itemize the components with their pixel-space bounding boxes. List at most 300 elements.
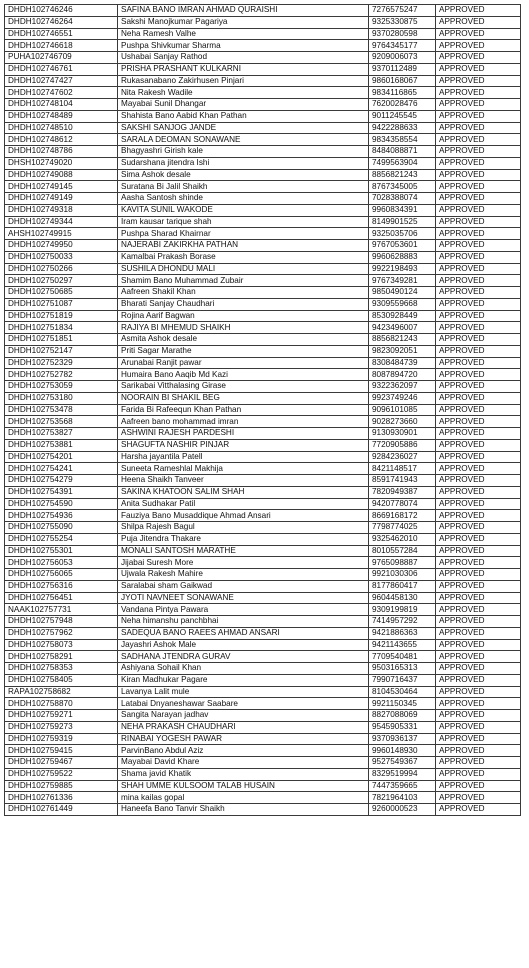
table-row	[5, 698, 521, 710]
status-cell: APPROVED	[436, 627, 521, 639]
mobile-number-cell: 7620028476	[369, 99, 436, 111]
table-row	[5, 345, 521, 357]
beneficiary-name-cell: Sangita Narayan jadhav	[118, 710, 369, 722]
beneficiary-name-cell: Jijabai Suresh More	[118, 557, 369, 569]
beneficiary-name-cell: Shamim Bano Muhammad Zubair	[118, 275, 369, 287]
status-cell: APPROVED	[436, 193, 521, 205]
application-id-cell: RAPA102758682	[5, 686, 118, 698]
table-row	[5, 522, 521, 534]
table-row	[5, 757, 521, 769]
status-cell: APPROVED	[436, 75, 521, 87]
beneficiary-name-cell: ASHWINI RAJESH PARDESHI	[118, 428, 369, 440]
table-body	[5, 5, 521, 816]
mobile-number-cell: 7720905886	[369, 439, 436, 451]
table-row	[5, 40, 521, 52]
application-id-cell: DHDH102753827	[5, 428, 118, 440]
status-cell: APPROVED	[436, 110, 521, 122]
application-id-cell: DHDH102757962	[5, 627, 118, 639]
status-cell: APPROVED	[436, 169, 521, 181]
table-row	[5, 28, 521, 40]
table-row	[5, 792, 521, 804]
status-cell: APPROVED	[436, 604, 521, 616]
beneficiary-table	[4, 4, 521, 816]
application-id-cell: DHDH102754279	[5, 475, 118, 487]
beneficiary-name-cell: Shilpa Rajesh Bagul	[118, 522, 369, 534]
mobile-number-cell: 8149901525	[369, 216, 436, 228]
beneficiary-name-cell: Kiran Madhukar Pagare	[118, 674, 369, 686]
beneficiary-name-cell: RINABAI YOGESH PAWAR	[118, 733, 369, 745]
status-cell: APPROVED	[436, 87, 521, 99]
application-id-cell: DHDH102755301	[5, 545, 118, 557]
application-id-cell: DHDH102758870	[5, 698, 118, 710]
status-cell: APPROVED	[436, 204, 521, 216]
beneficiary-name-cell: Lavanya Lalit mule	[118, 686, 369, 698]
application-id-cell: DHDH102756065	[5, 569, 118, 581]
beneficiary-name-cell: SADHANA JTENDRA GURAV	[118, 651, 369, 663]
beneficiary-name-cell: Sakshi Manojkumar Pagariya	[118, 16, 369, 28]
beneficiary-name-cell: Vandana Pintya Pawara	[118, 604, 369, 616]
table-row	[5, 110, 521, 122]
mobile-number-cell: 9325462010	[369, 533, 436, 545]
mobile-number-cell: 9604458130	[369, 592, 436, 604]
application-id-cell: DHDH102753881	[5, 439, 118, 451]
table-row	[5, 674, 521, 686]
application-id-cell: PUHA102746709	[5, 52, 118, 64]
mobile-number-cell: 8484088871	[369, 146, 436, 158]
application-id-cell: DHDH102759319	[5, 733, 118, 745]
table-row	[5, 169, 521, 181]
mobile-number-cell: 9960834391	[369, 204, 436, 216]
mobile-number-cell: 9421143655	[369, 639, 436, 651]
application-id-cell: DHDH102758353	[5, 663, 118, 675]
table-row	[5, 146, 521, 158]
table-row	[5, 463, 521, 475]
beneficiary-name-cell: SHAGUFTA NASHIR PINJAR	[118, 439, 369, 451]
status-cell: APPROVED	[436, 251, 521, 263]
application-id-cell: DHDH102747602	[5, 87, 118, 99]
status-cell: APPROVED	[436, 569, 521, 581]
status-cell: APPROVED	[436, 486, 521, 498]
mobile-number-cell: 9834358554	[369, 134, 436, 146]
application-id-cell: DHDH102756053	[5, 557, 118, 569]
beneficiary-name-cell: Aasha Santosh shinde	[118, 193, 369, 205]
beneficiary-name-cell: Neha Ramesh Valhe	[118, 28, 369, 40]
application-id-cell: DHDH102754201	[5, 451, 118, 463]
mobile-number-cell: 8591741943	[369, 475, 436, 487]
status-cell: APPROVED	[436, 663, 521, 675]
application-id-cell: DHDH102753180	[5, 392, 118, 404]
application-id-cell: DHDH102749145	[5, 181, 118, 193]
mobile-number-cell: 9923749246	[369, 392, 436, 404]
beneficiary-name-cell: Shama javid Khatik	[118, 768, 369, 780]
status-cell: APPROVED	[436, 651, 521, 663]
status-cell: APPROVED	[436, 698, 521, 710]
beneficiary-name-cell: SAKSHI SANJOG JANDE	[118, 122, 369, 134]
beneficiary-name-cell: Aafreen Shakil Khan	[118, 287, 369, 299]
mobile-number-cell: 9545905331	[369, 721, 436, 733]
beneficiary-name-cell: Asmita Ashok desale	[118, 334, 369, 346]
beneficiary-name-cell: Jayashri Ashok Male	[118, 639, 369, 651]
status-cell: APPROVED	[436, 768, 521, 780]
beneficiary-name-cell: Puja Jitendra Thakare	[118, 533, 369, 545]
table-row	[5, 381, 521, 393]
application-id-cell: DHDH102759273	[5, 721, 118, 733]
beneficiary-name-cell: Bharati Sanjay Chaudhari	[118, 298, 369, 310]
table-row	[5, 592, 521, 604]
beneficiary-name-cell: Bhagyashri Girish kale	[118, 146, 369, 158]
beneficiary-name-cell: Sudarshana jitendra Ishi	[118, 157, 369, 169]
beneficiary-name-cell: MONALI SANTOSH MARATHE	[118, 545, 369, 557]
table-row	[5, 75, 521, 87]
table-row	[5, 616, 521, 628]
mobile-number-cell: 9284236027	[369, 451, 436, 463]
application-id-cell: DHDH102750266	[5, 263, 118, 275]
mobile-number-cell: 7276575247	[369, 5, 436, 17]
status-cell: APPROVED	[436, 792, 521, 804]
beneficiary-name-cell: Mayabai Sunil Dhangar	[118, 99, 369, 111]
table-row	[5, 533, 521, 545]
status-cell: APPROVED	[436, 5, 521, 17]
table-row	[5, 251, 521, 263]
beneficiary-name-cell: Pushpa Shivkumar Sharma	[118, 40, 369, 52]
status-cell: APPROVED	[436, 533, 521, 545]
beneficiary-name-cell: Fauziya Bano Musaddique Ahmad Ansari	[118, 510, 369, 522]
application-id-cell: DHDH102750033	[5, 251, 118, 263]
mobile-number-cell: 9130930901	[369, 428, 436, 440]
mobile-number-cell: 9921150345	[369, 698, 436, 710]
application-id-cell: DHDH102748612	[5, 134, 118, 146]
beneficiary-name-cell: Humaira Bano Aaqib Md Kazi	[118, 369, 369, 381]
mobile-number-cell: 7499563904	[369, 157, 436, 169]
beneficiary-name-cell: Anita Sudhakar Patil	[118, 498, 369, 510]
beneficiary-name-cell: NOORAIN BI SHAKIL BEG	[118, 392, 369, 404]
beneficiary-name-cell: SUSHILA DHONDU MALI	[118, 263, 369, 275]
application-id-cell: DHSH102749020	[5, 157, 118, 169]
status-cell: APPROVED	[436, 216, 521, 228]
status-cell: APPROVED	[436, 310, 521, 322]
status-cell: APPROVED	[436, 275, 521, 287]
beneficiary-name-cell: Shahista Bano Aabid Khan Pathan	[118, 110, 369, 122]
table-row	[5, 369, 521, 381]
application-id-cell: DHDH102752782	[5, 369, 118, 381]
table-row	[5, 52, 521, 64]
table-row	[5, 733, 521, 745]
application-id-cell: DHDH102749318	[5, 204, 118, 216]
status-cell: APPROVED	[436, 804, 521, 816]
beneficiary-name-cell: Priti Sagar Marathe	[118, 345, 369, 357]
application-id-cell: DHDH102746618	[5, 40, 118, 52]
application-id-cell: DHDH102749088	[5, 169, 118, 181]
table-row	[5, 721, 521, 733]
table-row	[5, 451, 521, 463]
status-cell: APPROVED	[436, 451, 521, 463]
beneficiary-name-cell: Mayabai David Khare	[118, 757, 369, 769]
table-row	[5, 228, 521, 240]
status-cell: APPROVED	[436, 498, 521, 510]
mobile-number-cell: 9764345177	[369, 40, 436, 52]
status-cell: APPROVED	[436, 580, 521, 592]
table-row	[5, 557, 521, 569]
status-cell: APPROVED	[436, 674, 521, 686]
beneficiary-name-cell: Rukasanabano Zakirhusen Pinjari	[118, 75, 369, 87]
mobile-number-cell: 9850490124	[369, 287, 436, 299]
application-id-cell: DHDH102754590	[5, 498, 118, 510]
status-cell: APPROVED	[436, 710, 521, 722]
application-id-cell: DHDH102754391	[5, 486, 118, 498]
table-row	[5, 710, 521, 722]
mobile-number-cell: 8177860417	[369, 580, 436, 592]
table-row	[5, 651, 521, 663]
beneficiary-name-cell: Latabai Dnyaneshawar Saabare	[118, 698, 369, 710]
status-cell: APPROVED	[436, 475, 521, 487]
status-cell: APPROVED	[436, 686, 521, 698]
status-cell: APPROVED	[436, 181, 521, 193]
beneficiary-name-cell: Heena Shaikh Tanveer	[118, 475, 369, 487]
mobile-number-cell: 9503165313	[369, 663, 436, 675]
beneficiary-name-cell: Suneeta Rameshlal Makhija	[118, 463, 369, 475]
table-row	[5, 322, 521, 334]
table-row	[5, 87, 521, 99]
table-row	[5, 768, 521, 780]
mobile-number-cell: 9260000523	[369, 804, 436, 816]
mobile-number-cell: 7990716437	[369, 674, 436, 686]
mobile-number-cell: 9011245545	[369, 110, 436, 122]
application-id-cell: DHDH102755090	[5, 522, 118, 534]
table-row	[5, 780, 521, 792]
mobile-number-cell: 8104530464	[369, 686, 436, 698]
table-row	[5, 545, 521, 557]
mobile-number-cell: 8767345005	[369, 181, 436, 193]
application-id-cell: DHDH102751851	[5, 334, 118, 346]
status-cell: APPROVED	[436, 392, 521, 404]
table-row	[5, 63, 521, 75]
application-id-cell: AHSH102749915	[5, 228, 118, 240]
mobile-number-cell: 7028388074	[369, 193, 436, 205]
application-id-cell: DHDH102757948	[5, 616, 118, 628]
status-cell: APPROVED	[436, 240, 521, 252]
mobile-number-cell: 9096101085	[369, 404, 436, 416]
application-id-cell: DHDH102753478	[5, 404, 118, 416]
beneficiary-name-cell: Farida Bi Rafeequn Khan Pathan	[118, 404, 369, 416]
beneficiary-name-cell: Rojina Aarif Bagwan	[118, 310, 369, 322]
table-row	[5, 569, 521, 581]
application-id-cell: DHDH102749149	[5, 193, 118, 205]
application-id-cell: DHDH102746551	[5, 28, 118, 40]
mobile-number-cell: 8421148517	[369, 463, 436, 475]
table-row	[5, 580, 521, 592]
mobile-number-cell: 7447359665	[369, 780, 436, 792]
table-row	[5, 416, 521, 428]
application-id-cell: DHDH102750685	[5, 287, 118, 299]
status-cell: APPROVED	[436, 639, 521, 651]
table-row	[5, 310, 521, 322]
table-row	[5, 604, 521, 616]
mobile-number-cell: 8827088069	[369, 710, 436, 722]
table-row	[5, 498, 521, 510]
beneficiary-name-cell: Pushpa Sharad Khairnar	[118, 228, 369, 240]
table-row	[5, 157, 521, 169]
status-cell: APPROVED	[436, 757, 521, 769]
mobile-number-cell: 9860168067	[369, 75, 436, 87]
table-row	[5, 16, 521, 28]
application-id-cell: DHDH102748489	[5, 110, 118, 122]
application-id-cell: DHDH102759415	[5, 745, 118, 757]
table-row	[5, 287, 521, 299]
table-row	[5, 428, 521, 440]
beneficiary-name-cell: Ashiyana Sohail Khan	[118, 663, 369, 675]
table-row	[5, 298, 521, 310]
table-row	[5, 275, 521, 287]
mobile-number-cell: 8010557284	[369, 545, 436, 557]
mobile-number-cell: 8329519994	[369, 768, 436, 780]
mobile-number-cell: 9922198493	[369, 263, 436, 275]
application-id-cell: DHDH102747427	[5, 75, 118, 87]
beneficiary-name-cell: Ujwala Rakesh Mahire	[118, 569, 369, 581]
beneficiary-name-cell: SAFINA BANO IMRAN AHMAD QURAISHI	[118, 5, 369, 17]
beneficiary-name-cell: SADEQUA BANO RAEES AHMAD ANSARI	[118, 627, 369, 639]
table-row	[5, 193, 521, 205]
status-cell: APPROVED	[436, 522, 521, 534]
beneficiary-name-cell: Iram kausar tarique shah	[118, 216, 369, 228]
status-cell: APPROVED	[436, 63, 521, 75]
mobile-number-cell: 9370112489	[369, 63, 436, 75]
status-cell: APPROVED	[436, 780, 521, 792]
status-cell: APPROVED	[436, 40, 521, 52]
status-cell: APPROVED	[436, 287, 521, 299]
status-cell: APPROVED	[436, 545, 521, 557]
status-cell: APPROVED	[436, 733, 521, 745]
application-id-cell: DHDH102748786	[5, 146, 118, 158]
application-id-cell: DHDH102751819	[5, 310, 118, 322]
application-id-cell: DHDH102754936	[5, 510, 118, 522]
status-cell: APPROVED	[436, 381, 521, 393]
table-row	[5, 181, 521, 193]
status-cell: APPROVED	[436, 557, 521, 569]
application-id-cell: DHDH102758291	[5, 651, 118, 663]
status-cell: APPROVED	[436, 52, 521, 64]
mobile-number-cell: 7820949387	[369, 486, 436, 498]
beneficiary-name-cell: Harsha jayantila Patell	[118, 451, 369, 463]
table-row	[5, 204, 521, 216]
application-id-cell: DHDH102759271	[5, 710, 118, 722]
table-row	[5, 404, 521, 416]
table-row	[5, 439, 521, 451]
table-row	[5, 475, 521, 487]
status-cell: APPROVED	[436, 122, 521, 134]
mobile-number-cell: 7821964103	[369, 792, 436, 804]
mobile-number-cell: 9960628883	[369, 251, 436, 263]
mobile-number-cell: 9325330875	[369, 16, 436, 28]
table-row	[5, 663, 521, 675]
status-cell: APPROVED	[436, 510, 521, 522]
mobile-number-cell: 8087894720	[369, 369, 436, 381]
beneficiary-name-cell: RAJIYA BI MHEMUD SHAIKH	[118, 322, 369, 334]
status-cell: APPROVED	[436, 592, 521, 604]
table-row	[5, 804, 521, 816]
application-id-cell: DHDH102758405	[5, 674, 118, 686]
table-row	[5, 134, 521, 146]
status-cell: APPROVED	[436, 16, 521, 28]
status-cell: APPROVED	[436, 322, 521, 334]
beneficiary-name-cell: NEHA PRAKASH CHAUDHARI	[118, 721, 369, 733]
beneficiary-name-cell: mina kailas gopal	[118, 792, 369, 804]
status-cell: APPROVED	[436, 721, 521, 733]
beneficiary-name-cell: Nita Rakesh Wadile	[118, 87, 369, 99]
status-cell: APPROVED	[436, 369, 521, 381]
beneficiary-name-cell: ParvinBano Abdul Aziz	[118, 745, 369, 757]
application-id-cell: DHDH102759467	[5, 757, 118, 769]
application-id-cell: DHDH102751087	[5, 298, 118, 310]
status-cell: APPROVED	[436, 439, 521, 451]
mobile-number-cell: 9309199819	[369, 604, 436, 616]
mobile-number-cell: 9325035706	[369, 228, 436, 240]
mobile-number-cell: 9921030306	[369, 569, 436, 581]
mobile-number-cell: 9423496007	[369, 322, 436, 334]
mobile-number-cell: 8856821243	[369, 334, 436, 346]
beneficiary-name-cell: Kamalbai Prakash Borase	[118, 251, 369, 263]
mobile-number-cell: 7709540481	[369, 651, 436, 663]
table-row	[5, 99, 521, 111]
application-id-cell: DHDH102761336	[5, 792, 118, 804]
mobile-number-cell: 9767349281	[369, 275, 436, 287]
mobile-number-cell: 7798774025	[369, 522, 436, 534]
table-row	[5, 745, 521, 757]
status-cell: APPROVED	[436, 416, 521, 428]
status-cell: APPROVED	[436, 334, 521, 346]
mobile-number-cell: 9823092051	[369, 345, 436, 357]
application-id-cell: DHDH102746246	[5, 5, 118, 17]
status-cell: APPROVED	[436, 228, 521, 240]
mobile-number-cell: 8308484739	[369, 357, 436, 369]
application-id-cell: DHDH102746264	[5, 16, 118, 28]
mobile-number-cell: 9421886363	[369, 627, 436, 639]
beneficiary-name-cell: Aafreen bano mohammad imran	[118, 416, 369, 428]
status-cell: APPROVED	[436, 134, 521, 146]
mobile-number-cell: 9209006073	[369, 52, 436, 64]
application-id-cell: DHDH102759885	[5, 780, 118, 792]
application-id-cell: DHDH102755254	[5, 533, 118, 545]
mobile-number-cell: 9370280598	[369, 28, 436, 40]
mobile-number-cell: 9322362097	[369, 381, 436, 393]
beneficiary-name-cell: SAKINA KHATOON SALIM SHAH	[118, 486, 369, 498]
table-row	[5, 686, 521, 698]
application-id-cell: DHDH102754241	[5, 463, 118, 475]
status-cell: APPROVED	[436, 99, 521, 111]
application-id-cell: DHDH102750297	[5, 275, 118, 287]
table-row	[5, 639, 521, 651]
mobile-number-cell: 9765098887	[369, 557, 436, 569]
mobile-number-cell: 9028273660	[369, 416, 436, 428]
application-id-cell: NAAK102757731	[5, 604, 118, 616]
status-cell: APPROVED	[436, 146, 521, 158]
mobile-number-cell: 9370936137	[369, 733, 436, 745]
mobile-number-cell: 9309559668	[369, 298, 436, 310]
application-id-cell: DHDH102753568	[5, 416, 118, 428]
beneficiary-name-cell: Suratana Bi Jalil Shaikh	[118, 181, 369, 193]
table-row	[5, 263, 521, 275]
status-cell: APPROVED	[436, 616, 521, 628]
status-cell: APPROVED	[436, 357, 521, 369]
mobile-number-cell: 9767053601	[369, 240, 436, 252]
application-id-cell: DHDH102751834	[5, 322, 118, 334]
beneficiary-name-cell: Arunabai Ranjit pawar	[118, 357, 369, 369]
beneficiary-name-cell: KAVITA SUNIL WAKODE	[118, 204, 369, 216]
beneficiary-name-cell: Sima Ashok desale	[118, 169, 369, 181]
beneficiary-name-cell: Haneefa Bano Tanvir Shaikh	[118, 804, 369, 816]
application-id-cell: DHDH102756451	[5, 592, 118, 604]
beneficiary-name-cell: Ushabai Sanjay Rathod	[118, 52, 369, 64]
table-row	[5, 510, 521, 522]
